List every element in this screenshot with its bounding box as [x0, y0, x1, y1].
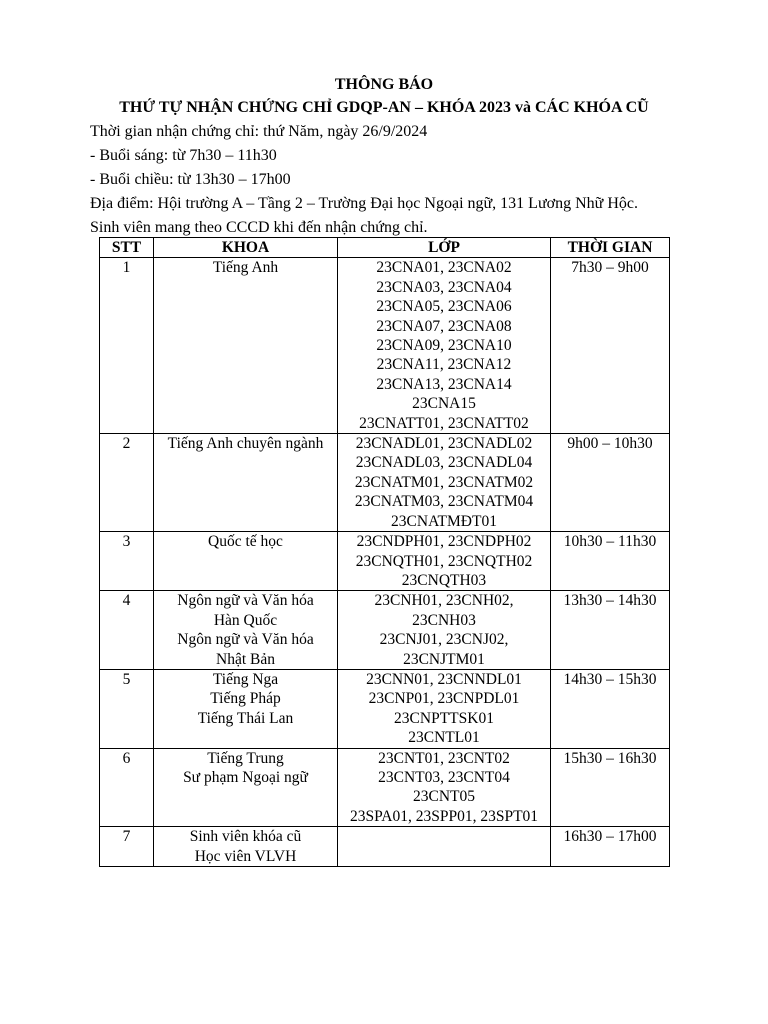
cell-khoa [154, 748, 338, 827]
lop-line: 23CNADL01, 23CNADL02 [355, 435, 533, 453]
cell-thoi-gian: 16h30 – 17h00 [551, 827, 670, 867]
table-row [100, 748, 670, 827]
table-row [100, 532, 670, 591]
cell-thoi-gian: 14h30 – 15h30 [551, 669, 670, 748]
lop-line: 23CNA03, 23CNA04 [376, 278, 512, 296]
khoa-line: Tiếng Nga [212, 670, 279, 688]
lop-line: 23CNQTH01, 23CNQTH02 [355, 552, 533, 570]
table-row [100, 669, 670, 748]
lop-line: 23CNATMĐT01 [391, 512, 497, 530]
notice-subheading: THỨ TỰ NHẬN CHỨNG CHỈ GDQP-AN – KHÓA 2023 và CÁC KHÓA CŨ [119, 99, 649, 116]
lop-line: 23SPA01, 23SPP01, 23SPT01 [349, 807, 539, 825]
lop-line: 23CNA11, 23CNA12 [376, 356, 512, 374]
khoa-line: Tiếng Anh chuyên ngành [167, 435, 324, 453]
lop-line: 23CNT01, 23CNT02 [378, 749, 510, 767]
lop-line: 23CNA07, 23CNA08 [376, 317, 512, 335]
cell-stt: 5 [100, 669, 154, 748]
cell-lop [338, 827, 551, 867]
lop-line: 23CNA15 [412, 395, 476, 413]
cell-khoa [154, 827, 338, 867]
lop-line: 23CNATM03, 23CNATM04 [354, 493, 534, 511]
cell-lop [338, 434, 551, 532]
table-row [100, 434, 670, 532]
header-thoi-gian: THỜI GIAN [551, 238, 670, 258]
table-body [100, 258, 670, 867]
lop-line: 23CNATT01, 23CNATT02 [359, 414, 529, 432]
lop-line: 23CNT03, 23CNT04 [378, 768, 510, 786]
table-header-row [100, 238, 670, 258]
lop-line: 23CNA05, 23CNA06 [376, 298, 512, 316]
lop-line: 23CNJ01, 23CNJ02, [379, 631, 509, 649]
cell-stt: 6 [100, 748, 154, 827]
cell-thoi-gian: 7h30 – 9h00 [551, 258, 670, 434]
lop-line: 23CNDPH01, 23CNDPH02 [356, 533, 532, 551]
khoa-line: Sinh viên khóa cũ [189, 828, 302, 846]
info-note: Sinh viên mang theo CCCD khi đến nhận chứng chỉ. [90, 219, 428, 236]
info-afternoon: - Buổi chiều: từ 13h30 – 17h00 [90, 171, 291, 188]
lop-line: 23CNA13, 23CNA14 [376, 375, 512, 393]
table-row [100, 258, 670, 434]
lop-line: 23CNA09, 23CNA10 [376, 337, 512, 355]
cell-khoa [154, 532, 338, 591]
table-row [100, 827, 670, 867]
cell-stt: 3 [100, 532, 154, 591]
cell-lop [338, 669, 551, 748]
cell-thoi-gian: 10h30 – 11h30 [551, 532, 670, 591]
khoa-line: Sư phạm Ngoại ngữ [183, 768, 308, 786]
schedule-table [99, 237, 670, 867]
lop-line: 23CNH03 [412, 611, 476, 629]
cell-khoa [154, 591, 338, 670]
khoa-line: Ngôn ngữ và Văn hóa [177, 631, 314, 649]
khoa-line: Nhật Bản [216, 650, 275, 668]
khoa-line: Tiếng Pháp [210, 690, 281, 708]
cell-stt: 7 [100, 827, 154, 867]
lop-line: 23CNJTM01 [403, 650, 485, 668]
khoa-line: Tiếng Trung [207, 749, 284, 767]
lop-line: 23CNT05 [413, 788, 475, 806]
khoa-line: Hàn Quốc [213, 611, 278, 629]
khoa-line: Quốc tế học [208, 533, 283, 551]
cell-khoa [154, 258, 338, 434]
cell-stt: 1 [100, 258, 154, 434]
info-morning: - Buổi sáng: từ 7h30 – 11h30 [90, 147, 277, 164]
header-lop: LỚP [338, 238, 551, 258]
lop-line: 23CNPTTSK01 [394, 709, 494, 727]
lop-line: 23CNA01, 23CNA02 [376, 259, 512, 277]
cell-stt: 2 [100, 434, 154, 532]
cell-lop [338, 532, 551, 591]
info-time: Thời gian nhận chứng chỉ: thứ Năm, ngày 26/9/2024 [90, 123, 428, 140]
lop-line: 23CNH01, 23CNH02, [374, 592, 514, 610]
lop-line: 23CNADL03, 23CNADL04 [355, 454, 533, 472]
cell-lop [338, 748, 551, 827]
cell-thoi-gian: 9h00 – 10h30 [551, 434, 670, 532]
lop-line: 23CNQTH03 [401, 571, 487, 589]
notice-heading: THÔNG BÁO [334, 76, 434, 93]
info-location: Địa điểm: Hội trường A – Tầng 2 – Trường Đại học Ngoại ngữ, 131 Lương Nhữ Hộc. [90, 195, 638, 212]
cell-stt: 4 [100, 591, 154, 670]
cell-khoa [154, 434, 338, 532]
cell-thoi-gian: 13h30 – 14h30 [551, 591, 670, 670]
khoa-line: Ngôn ngữ và Văn hóa [177, 592, 314, 610]
khoa-line: Tiếng Anh [212, 259, 279, 277]
header-stt: STT [100, 238, 154, 258]
cell-khoa [154, 669, 338, 748]
cell-thoi-gian: 15h30 – 16h30 [551, 748, 670, 827]
cell-lop [338, 591, 551, 670]
khoa-line: Học viên VLVH [194, 847, 297, 865]
lop-line: 23CNTL01 [408, 729, 480, 747]
cell-lop [338, 258, 551, 434]
khoa-line: Tiếng Thái Lan [197, 709, 294, 727]
lop-line: 23CNP01, 23CNPDL01 [368, 690, 520, 708]
header-khoa: KHOA [154, 238, 338, 258]
lop-line: 23CNATM01, 23CNATM02 [354, 473, 534, 491]
lop-line: 23CNN01, 23CNNDL01 [366, 670, 522, 688]
table-row [100, 591, 670, 670]
